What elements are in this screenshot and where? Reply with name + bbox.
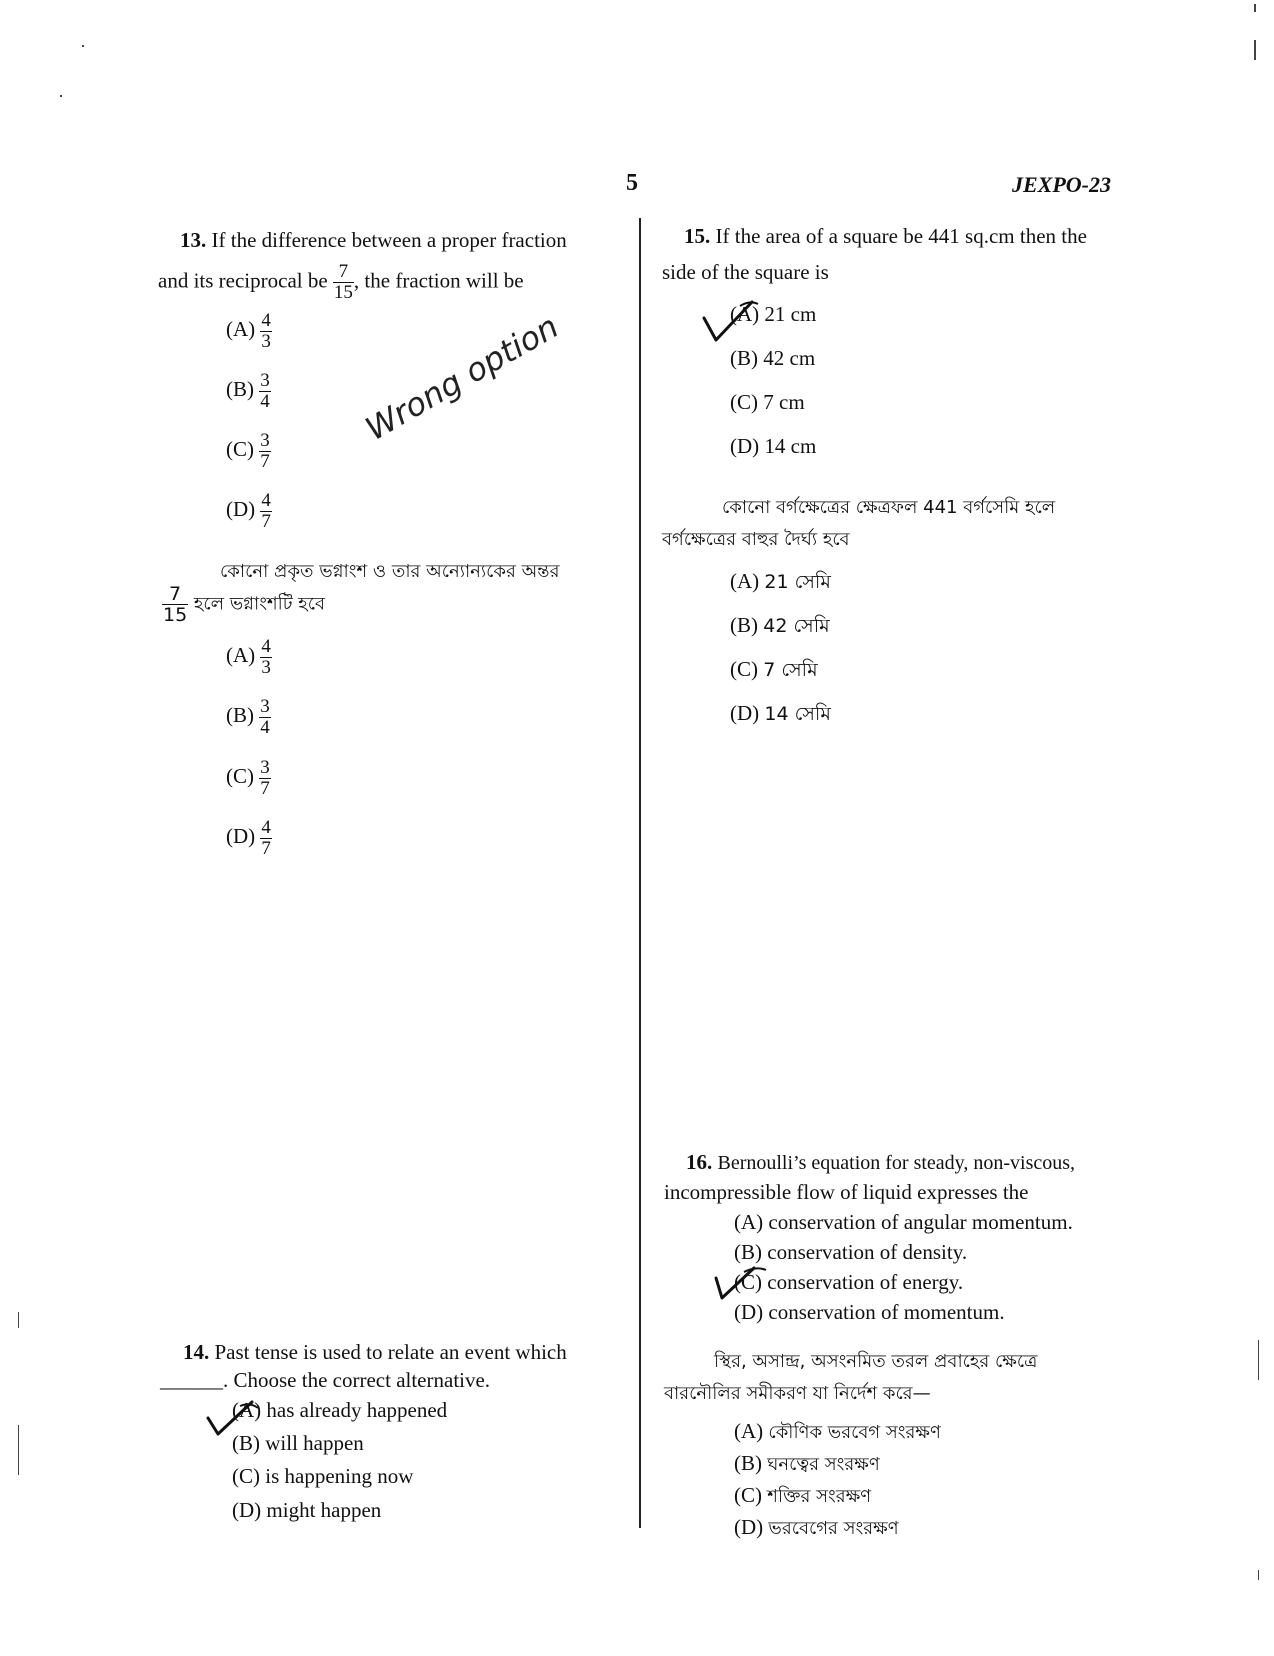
- q14-option-c[interactable]: [232, 1464, 413, 1489]
- fraction-denominator: 4: [260, 717, 270, 738]
- option-fraction: [259, 431, 271, 472]
- option-text: 21 সেমি: [764, 571, 831, 593]
- column-divider: [639, 218, 641, 1528]
- q15-bn-line1: কোনো বর্গক্ষেত্রের ক্ষেত্রফল 441 বর্গসেমি হলে: [722, 497, 1056, 518]
- q14-text-line1: Past tense is used to relate an event which: [214, 1340, 567, 1364]
- scan-speck: [1258, 1340, 1259, 1380]
- fraction-numerator: 4: [261, 310, 271, 331]
- q13-line2: [158, 262, 524, 303]
- fraction-numerator: 4: [261, 490, 271, 511]
- option-text: 14 সেমি: [764, 703, 831, 725]
- fraction-denominator: 7: [260, 451, 270, 472]
- q15-option-b[interactable]: [730, 346, 815, 371]
- fraction-numerator: 4: [261, 636, 271, 657]
- option-text: has already happened: [266, 1398, 448, 1422]
- option-label: (D): [730, 701, 760, 725]
- scan-speck: [18, 1312, 19, 1328]
- q16-line2: incompressible flow of liquid expresses the: [664, 1180, 1029, 1204]
- option-label: (A): [730, 302, 760, 326]
- fraction-denominator: 3: [261, 331, 271, 352]
- fraction-denominator: 15: [163, 604, 188, 626]
- q13-option-a[interactable]: [226, 311, 272, 352]
- option-label: (B): [730, 346, 758, 370]
- option-fraction: [259, 697, 271, 738]
- q15-number: 15.: [684, 224, 711, 248]
- option-label: (D): [734, 1515, 764, 1539]
- option-text: 7 সেমি: [763, 659, 818, 681]
- q16-bn-option-d[interactable]: [734, 1514, 899, 1545]
- q13-bn-option-b[interactable]: [226, 697, 271, 738]
- q14-text-line2: . Choose the correct alternative.: [223, 1368, 491, 1392]
- scan-speck: [1254, 4, 1256, 12]
- option-label: (C): [734, 1270, 762, 1294]
- option-text: conservation of density.: [767, 1240, 968, 1264]
- scan-speck: [1258, 1570, 1259, 1580]
- q15-bn-line2: বর্গক্ষেত্রের বাহুর দৈর্ঘ্য হবে: [662, 529, 850, 550]
- option-label: (B): [226, 703, 254, 728]
- q16-bn-line1: স্থির, অসান্দ্র, অসংনমিত তরল প্রবাহের ক্ষেত্রে: [714, 1351, 1038, 1372]
- q15-bn-option-c[interactable]: [730, 656, 818, 688]
- q13-option-c[interactable]: [226, 431, 271, 472]
- option-label: (D): [226, 824, 256, 849]
- option-label: (D): [730, 434, 760, 458]
- option-label: (C): [730, 657, 758, 681]
- checkmark-icon: [712, 1264, 782, 1304]
- option-label: (B): [734, 1451, 762, 1475]
- option-label: (B): [226, 377, 254, 402]
- q15-bn-option-d[interactable]: [730, 700, 831, 732]
- q15-bn-option-a[interactable]: [730, 568, 831, 600]
- option-label: (A): [730, 569, 760, 593]
- q14-number: 14.: [183, 1340, 210, 1364]
- q15-bn-option-b[interactable]: [730, 612, 830, 644]
- option-label: (C): [226, 437, 254, 462]
- q14-line2: [160, 1362, 490, 1398]
- q13-text-line2-post: , the fraction will be: [353, 268, 524, 293]
- q13-bn-option-a[interactable]: [226, 637, 272, 678]
- q15-text-line1: If the area of a square be 441 sq.cm then the: [715, 224, 1087, 248]
- option-text: 42 cm: [763, 346, 816, 370]
- q14-option-a[interactable]: [232, 1398, 447, 1423]
- page-number: 5: [626, 170, 638, 196]
- fraction-denominator: 3: [261, 657, 271, 678]
- option-text: 14 cm: [764, 434, 817, 458]
- option-label: (D): [226, 497, 256, 522]
- q15-option-c[interactable]: [730, 390, 805, 415]
- q16-bn-option-c[interactable]: [734, 1482, 871, 1513]
- fraction-denominator: 15: [333, 282, 353, 303]
- option-text: শক্তির সংরক্ষণ: [767, 1486, 872, 1507]
- q13-given-fraction: [333, 262, 354, 303]
- fraction-numerator: 4: [261, 817, 271, 838]
- fraction-denominator: 4: [260, 391, 270, 412]
- option-text: conservation of energy.: [767, 1270, 964, 1294]
- q16-number: 16.: [686, 1150, 713, 1174]
- option-text: will happen: [265, 1431, 364, 1455]
- fraction-numerator: 3: [260, 370, 270, 391]
- scan-speck: [1254, 40, 1256, 60]
- option-fraction: [259, 758, 271, 799]
- q15-option-d[interactable]: [730, 434, 816, 459]
- option-text: might happen: [266, 1498, 382, 1522]
- option-label: (A): [734, 1419, 764, 1443]
- option-fraction: [260, 311, 272, 352]
- handwritten-annotation: Wrong option: [359, 307, 565, 448]
- scan-speck: [18, 1425, 19, 1475]
- q13-bn-given-fraction: [162, 584, 188, 625]
- option-label: (A): [226, 643, 256, 668]
- fraction-denominator: 7: [261, 838, 271, 859]
- q13-bn-option-d[interactable]: [226, 818, 272, 859]
- option-text: conservation of momentum.: [768, 1300, 1005, 1324]
- q13-bn-line1: কোনো প্রকৃত ভগ্নাংশ ও তার অন্যোন্যকের অন্তর: [220, 561, 560, 582]
- checkmark-icon: [700, 296, 760, 346]
- fraction-numerator: 3: [260, 430, 270, 451]
- option-text: ঘনত্বের সংরক্ষণ: [767, 1454, 880, 1475]
- q13-line1: [180, 222, 567, 258]
- exam-code: JEXPO-23: [1012, 172, 1111, 197]
- option-label: (C): [730, 390, 758, 414]
- option-label: (C): [734, 1483, 762, 1507]
- q13-bn-line2: [162, 584, 325, 625]
- q13-number: 13.: [180, 228, 207, 252]
- fraction-numerator: 3: [260, 696, 270, 717]
- q13-text-line2-pre: and its reciprocal be: [158, 268, 328, 293]
- option-label: (B): [734, 1240, 762, 1264]
- q16-option-b[interactable]: [734, 1240, 967, 1265]
- scan-speck: [82, 45, 84, 47]
- q13-option-b[interactable]: [226, 371, 271, 412]
- fraction-numerator: 3: [260, 757, 270, 778]
- option-label: (A): [232, 1398, 262, 1422]
- fraction-denominator: 7: [260, 778, 270, 799]
- q13-bn-text-line2: হলে ভগ্নাংশটি হবে: [193, 593, 325, 615]
- q16-option-a[interactable]: [734, 1210, 1073, 1235]
- q14-option-d[interactable]: [232, 1498, 381, 1523]
- q16-bn-option-b[interactable]: [734, 1450, 880, 1481]
- option-label: (B): [730, 613, 758, 637]
- option-label: (B): [232, 1431, 260, 1455]
- option-text: 42 সেমি: [763, 615, 830, 637]
- option-label: (C): [226, 764, 254, 789]
- option-fraction: [259, 371, 271, 412]
- scan-speck: [60, 95, 62, 97]
- q15-line2: side of the square is: [662, 260, 829, 284]
- fraction-denominator: 7: [261, 511, 271, 532]
- q14-blank: ______: [160, 1368, 223, 1392]
- q13-option-d[interactable]: [226, 491, 272, 532]
- q16-text-line1: Bernoulli’s equation for steady, non-viscous,: [717, 1152, 1076, 1174]
- option-label: (C): [232, 1464, 260, 1488]
- q13-bn-option-c[interactable]: [226, 758, 271, 799]
- fraction-numerator: 7: [169, 583, 182, 605]
- option-text: conservation of angular momentum.: [768, 1210, 1073, 1234]
- option-text: ভরবেগের সংরক্ষণ: [768, 1518, 899, 1539]
- option-label: (A): [734, 1210, 764, 1234]
- checkmark-icon: [204, 1398, 264, 1438]
- option-text: 21 cm: [764, 302, 817, 326]
- q16-bn-line2: বারনৌলির সমীকরণ যা নির্দেশ করে—: [664, 1383, 931, 1404]
- option-fraction: [260, 491, 272, 532]
- fraction-numerator: 7: [338, 261, 349, 282]
- option-text: 7 cm: [763, 390, 805, 414]
- option-label: (D): [734, 1300, 764, 1324]
- option-fraction: [260, 637, 272, 678]
- option-label: (A): [226, 317, 256, 342]
- option-fraction: [260, 818, 272, 859]
- q16-bn-option-a[interactable]: [734, 1418, 941, 1449]
- q13-text-line1: If the difference between a proper fraction: [211, 228, 567, 252]
- option-text: কৌণিক ভরবেগ সংরক্ষণ: [768, 1422, 941, 1443]
- option-text: is happening now: [265, 1464, 414, 1488]
- option-label: (D): [232, 1498, 262, 1522]
- q15-line1: [684, 218, 1087, 254]
